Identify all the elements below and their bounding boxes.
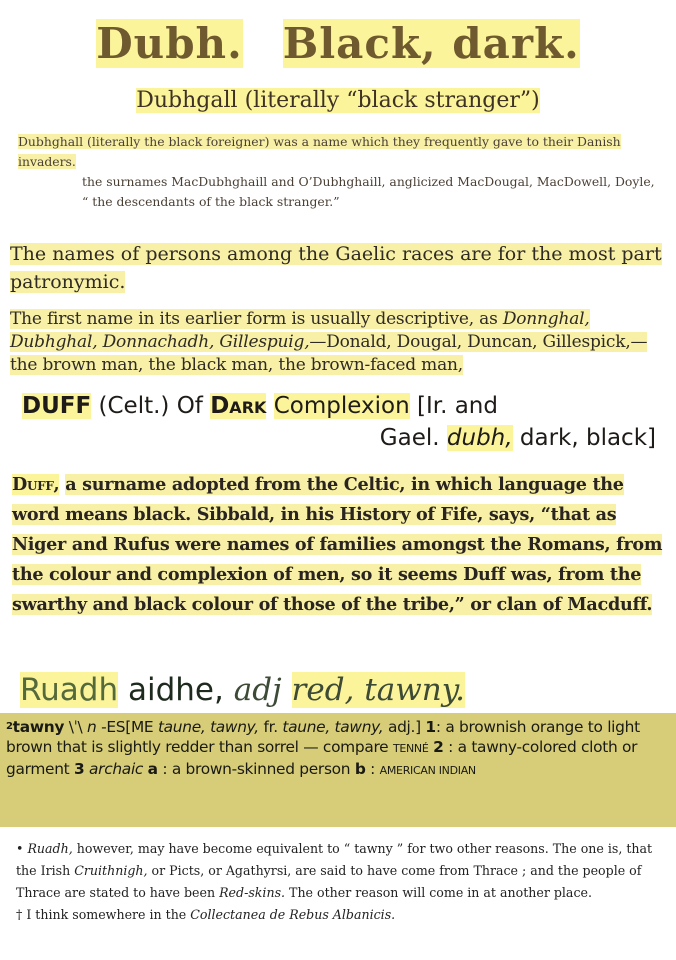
clip-first-name (0, 308, 676, 384)
tawny-headword: tawny (12, 718, 65, 736)
footnote-collectanea (16, 904, 666, 926)
duff-headword: DUFF (22, 393, 92, 419)
duff-gloss: dark, black] (519, 425, 656, 451)
tawny-etym-fr-forms: taune, tawny, (282, 718, 384, 736)
tawny-def3-number: 3 (74, 760, 85, 778)
ruadh-adj: adj (233, 672, 282, 708)
footnote-ruadh-a: however, may have become equivalent to “ tawny ” for two other reasons. The one is, that the Irish (16, 841, 653, 878)
dubh-word: Dubh. (96, 19, 243, 68)
clip-ruadh (0, 668, 676, 712)
clip-dubhghall-text (0, 128, 676, 236)
footnote-redskins: Red-skins. (219, 885, 286, 900)
tawny-def2-number: 2 (433, 738, 444, 756)
footnote-ruadh-c: The other reason will come in at another place. (289, 885, 592, 900)
duff-bracket-open: [Ir. and (416, 393, 498, 419)
clip-duff-entry (0, 386, 676, 462)
duff-surname-headword: Duff, (12, 474, 60, 495)
ruadh-word: Ruadh (20, 672, 119, 708)
footnote-ruadh-word: Ruadh, (27, 841, 73, 856)
tawny-pron: \ˈ\ (68, 718, 83, 736)
tawny-etym-forms: taune, tawny, (157, 718, 259, 736)
footnote-collectanea-title: Collectanea de Rebus Albanicis. (190, 907, 396, 922)
tawny-def3b-label: b (354, 760, 366, 778)
duff-surname-text: a surname adopted from the Celtic, in which language the word means black. Sibbald, in his History of Fife, says, “that as Niger and Rufus were names of families amongst the Romans, from the colour and complexion of men, so it seems Duff was, from the swarthy and black colour of those of the tribe,” or clan of Macduff. (12, 474, 663, 615)
clip-footnotes (0, 832, 676, 956)
footnote-cruithnigh: Cruithnigh, (74, 863, 148, 878)
tawny-def1-number: 1 (425, 718, 436, 736)
footnote-collectanea-a: I think somewhere in the (26, 907, 187, 922)
dubh-title (0, 14, 676, 74)
tawny-etym-open: [ME (125, 718, 154, 736)
clip-patronymic (0, 240, 676, 302)
tawny-def3a-label: a (147, 760, 158, 778)
tawny-sense-number: 2 (6, 721, 13, 732)
duff-gael: Gael. (379, 425, 440, 451)
footnote-dagger: † (16, 907, 23, 922)
surnames-line: the surnames MacDubhghaill and O’Dubhghaill, anglicized MacDougal, MacDowell, Doyle, “ the descendants of the black stranger.” (82, 174, 655, 209)
duff-origin: (Celt.) Of (98, 393, 203, 419)
tawny-pos: n (87, 718, 97, 736)
tawny-american-indian: AMERICAN INDIAN (379, 764, 476, 777)
tawny-plural: -ES (101, 718, 126, 736)
tawny-archaic: archaic (89, 760, 144, 778)
footnote-bullet: • (16, 841, 24, 856)
duff-dubh: dubh, (446, 425, 513, 451)
footnote-ruadh (16, 838, 666, 904)
tawny-def3b: : (370, 760, 376, 778)
tawny-tenne: TENNÉ (392, 742, 429, 755)
patronymic-text: The names of persons among the Gaelic races are for the most part patronymic. (10, 243, 662, 293)
tawny-def3a: : a brown-skinned person (162, 760, 351, 778)
dubh-meaning: Black, dark. (282, 19, 580, 68)
tawny-def1: : a brownish orange to light brown that is slightly redder than sorrel — compare (6, 718, 640, 756)
ruadh-aidhe: aidhe, (127, 672, 224, 708)
tawny-def2: : a tawny-colored cloth or garment (6, 738, 638, 778)
clip-duff-surname (0, 466, 676, 656)
first-name-tail: —Donald, Dougal, Duncan, Gillespick,—the brown man, the black man, the brown-faced man, (10, 332, 648, 375)
tawny-etym-fr: fr. (263, 718, 278, 736)
clip-dubhgall (0, 82, 676, 122)
dubhghall-line: Dubhghall (literally the black foreigner) was a name which they frequently gave to their Danish invaders. (18, 134, 621, 169)
dubhgall-line: Dubhgall (literally “black stranger”) (136, 88, 540, 113)
duff-dark: Dark (210, 393, 267, 419)
clip-dubh-heading (0, 4, 676, 80)
ruadh-meaning: red, tawny. (291, 672, 465, 708)
first-name-forms: Donnghal, Dubhghal, Donnachadh, Gillespuig, (10, 309, 590, 352)
duff-complexion: Complexion (273, 393, 410, 419)
footnote-ruadh-b: or Picts, or Agathyrsi, are said to have come from Thrace ; and the people of Thrace are stated to have been (16, 863, 642, 900)
tawny-etym-close: adj.] (387, 718, 421, 736)
clip-tawny-dictionary (0, 713, 676, 827)
first-name-lead: The first name in its earlier form is usually descriptive, as (10, 309, 503, 329)
